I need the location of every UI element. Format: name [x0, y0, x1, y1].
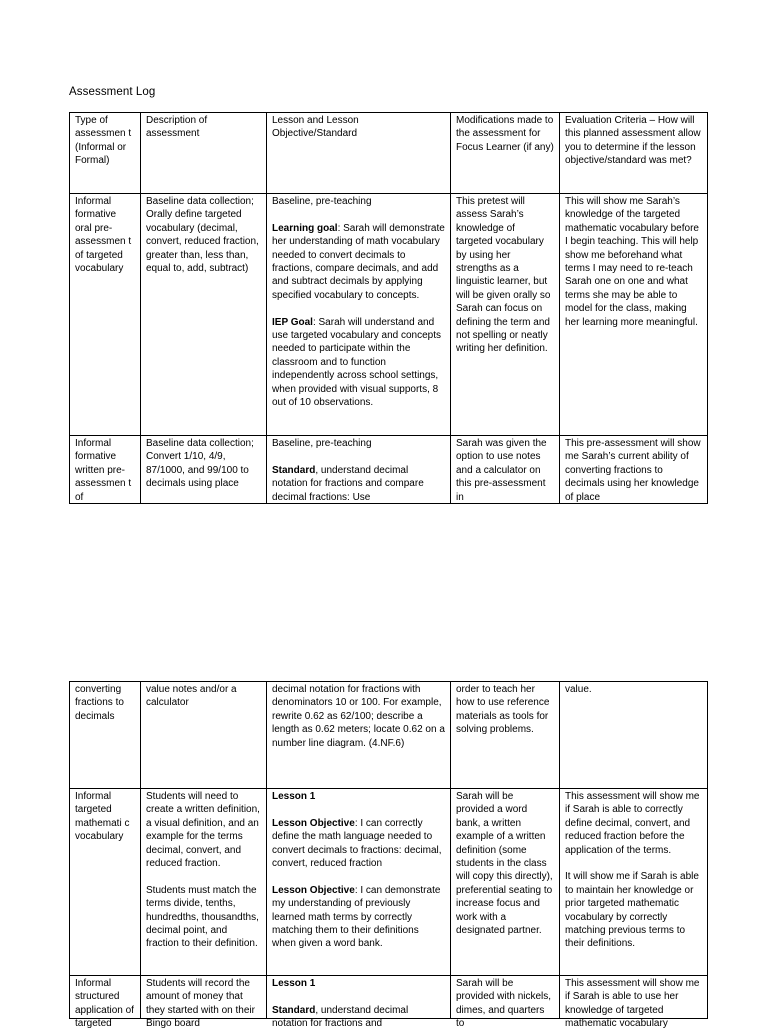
cell-description: Baseline data collection; Convert 1/10, 4/9, 87/1000, and 99/100 to decimals using place [141, 436, 267, 504]
cell-type: converting fractions to decimals [70, 682, 141, 789]
standard: Standard, understand decimal notation for fractions and [272, 1004, 409, 1030]
table-row [70, 789, 708, 976]
cell-lesson [267, 976, 451, 1030]
cell-lesson: decimal notation for fractions with denominators 10 or 100. For example, rewrite 0.62 as 62/100; describe a length as 0.62 meters; locate 0.62 on a number line diagram. (4.NF.6) [267, 682, 451, 789]
lesson-objective: Lesson Objective: I can demonstrate my understanding of previously learned math terms by correctly matching them to their definitions when given a word bank. [272, 884, 441, 950]
cell-lesson [267, 194, 451, 436]
cell-evaluation: This assessment will show me if Sarah is able to correctly define decimal, convert, and reduced fraction before the application of the terms. It will show me if Sarah is able to maintain her knowledge or prior targeted mathematic vocabulary by correctly matching previous terms to their definitions. [560, 789, 708, 976]
cell-modifications: Sarah was given the option to use notes and a calculator on this pre-assessment in [451, 436, 560, 504]
standard-label: Standard [272, 1004, 316, 1016]
lesson-objective: Lesson Objective: I can correctly define the math language needed to convert decimals to fractions: decimal, convert, reduced fraction [272, 817, 442, 870]
table-row [70, 436, 708, 504]
header-cell-modifications: Modifications made to the assessment for Focus Learner (if any) [451, 113, 560, 194]
cell-type: Informal formative oral pre-assessmen t of targeted vocabulary [70, 194, 141, 436]
cell-description: Students will record the amount of money that they started with on their Bingo board [141, 976, 267, 1019]
assessment-log-table-continued [69, 681, 708, 1030]
table-row [70, 976, 708, 1019]
cell-description: Students will need to create a written definition, a visual definition, and an example for the terms decimal, convert, and reduced fraction. Students must match the terms divide, tenths, hundredths, thousandths, decimal point, and fraction to their definition. [141, 789, 267, 976]
document-page-2 [69, 681, 707, 1030]
table-row [70, 194, 708, 436]
standard-label: Standard [272, 464, 316, 476]
lesson-title: Lesson 1 [272, 791, 316, 802]
lesson-objective-label: Lesson Objective [272, 884, 355, 896]
assessment-log-table [69, 112, 708, 504]
cell-lesson [267, 789, 451, 976]
cell-modifications: Sarah will be provided a word bank, a written example of a written definition (some students in the class will copy this directly), preferential seating to increase focus and work with a designated partner. [451, 789, 560, 976]
cell-type: Informal structured application of targeted [70, 976, 141, 1019]
cell-modifications: order to teach her how to use reference materials as tools for solving problems. [451, 682, 560, 789]
table-row [70, 682, 708, 789]
iep-goal-label: IEP Goal [272, 316, 313, 328]
cell-type: Informal targeted mathemati c vocabulary [70, 789, 141, 976]
lesson-intro: Baseline, pre-teaching [272, 196, 372, 207]
iep-goal: IEP Goal: Sarah will understand and use targeted vocabulary and concepts needed to participate within the classroom and to function independently across school settings, when provided with visual supports, 8 out of 10 observations. [272, 316, 441, 409]
cell-evaluation: This will show me Sarah’s knowledge of the targeted mathematic vocabulary before I begin teaching. This will help show me beforehand what terms I may need to re-teach Sarah one on one and what terms she may be able to model for the class, making her learning more meaningful. [560, 194, 708, 436]
cell-type: Informal formative written pre-assessmen t of [70, 436, 141, 504]
header-cell-type: Type of assessmen t (Informal or Formal) [70, 113, 141, 194]
cell-evaluation: This assessment will show me if Sarah is able to use her knowledge of targeted mathematic vocabulary [560, 976, 708, 1019]
table-header-row [70, 113, 708, 194]
header-cell-evaluation: Evaluation Criteria – How will this planned assessment allow you to determine if the lesson objective/standard was met? [560, 113, 708, 194]
lesson-intro: Baseline, pre-teaching [272, 438, 372, 449]
learning-goal-label: Learning goal [272, 222, 338, 234]
standard: Standard, understand decimal notation for fractions and compare decimal fractions: Use [272, 464, 424, 503]
lesson-title: Lesson 1 [272, 978, 316, 989]
header-cell-description: Description of assessment [141, 113, 267, 194]
cell-evaluation: value. [560, 682, 708, 789]
cell-evaluation: This pre-assessment will show me Sarah’s current ability of converting fractions to decimals using her knowledge of place [560, 436, 708, 504]
header-cell-lesson: Lesson and Lesson Objective/Standard [267, 113, 451, 194]
document-title: Assessment Log [69, 86, 156, 98]
cell-description: value notes and/or a calculator [141, 682, 267, 789]
lesson-objective-label: Lesson Objective [272, 817, 355, 829]
cell-description: Baseline data collection; Orally define targeted vocabulary (decimal, convert, reduced fraction, greater than, less than, equal to, add, subtract) [141, 194, 267, 436]
learning-goal: Learning goal: Sarah will demonstrate her understanding of math vocabulary needed to convert decimals to fractions, compare decimals, and add and subtract decimals by applying specified vocabulary to concepts. [272, 222, 445, 301]
document-page-1 [69, 86, 707, 504]
cell-lesson [267, 436, 451, 504]
cell-modifications: This pretest will assess Sarah’s knowledge of targeted vocabulary by using her strengths as a linguistic learner, but will be given orally so Sarah can focus on defining the term and not spelling or neatly writing her definition. [451, 194, 560, 436]
cell-modifications: Sarah will be provided with nickels, dimes, and quarters to [451, 976, 560, 1019]
